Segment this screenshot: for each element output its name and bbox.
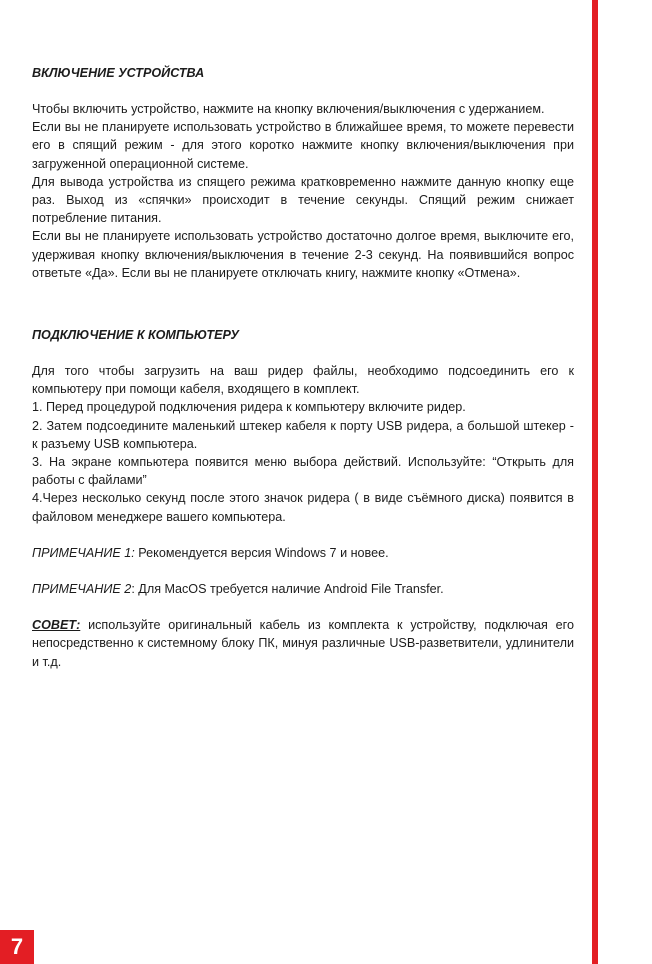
paragraph: Если вы не планируете использовать устройство достаточно долгое время, выключите его, удерживая кнопку включения/выключения в течение 2-3 секунд. На появившийся вопрос ответьте «Да». Если вы не планируете отключать книгу, нажмите кнопку «Отмена».	[32, 229, 574, 280]
tip-label: СОВЕТ:	[32, 618, 81, 633]
note-1	[32, 544, 574, 562]
paragraph: Чтобы включить устройство, нажмите на кнопку включения/выключения с удержанием.	[32, 102, 545, 116]
page-number-badge: 7	[0, 930, 34, 964]
tip-text: используйте оригинальный кабель из комплекта к устройству, подключая его непосредственно к системному блоку ПК, минуя различные USB-разветвители, удлинители и т.д.	[32, 618, 574, 669]
page-content	[32, 64, 574, 671]
paragraph: Для того чтобы загрузить на ваш ридер файлы, необходимо подсоединить его к компьютеру при помощи кабеля, входящего в комплект.	[32, 364, 574, 397]
note-2	[32, 580, 574, 598]
note-2-text: : Для MacOS требуется наличие Android File Transfer.	[131, 582, 444, 597]
section-title-pc-connection: ПОДКЛЮЧЕНИЕ К КОМПЬЮТЕРУ	[32, 328, 239, 343]
tip	[32, 616, 574, 671]
list-item: 2. Затем подсоедините маленький штекер кабеля к порту USB ридера, а большой штекер - к разъему USB компьютера.	[32, 418, 574, 451]
note-1-text: Рекомендуется версия Windows 7 и новее.	[134, 545, 389, 560]
note-2-label: ПРИМЕЧАНИЕ 2	[32, 582, 132, 597]
list-item: 4.Через несколько секунд после этого значок ридера ( в виде съёмного диска) появится в файловом менеджере вашего компьютера.	[32, 491, 574, 524]
list-item: 1. Перед процедурой подключения ридера к компьютеру включите ридер.	[32, 400, 466, 415]
section-title-power-on: ВКЛЮЧЕНИЕ УСТРОЙСТВА	[32, 66, 205, 80]
note-1-label: ПРИМЕЧАНИЕ 1:	[32, 545, 135, 560]
right-edge-stripe	[592, 0, 598, 964]
paragraph: Для вывода устройства из спящего режима кратковременно нажмите данную кнопку еще раз. Выход из «спячки» происходит в течение секунды. Спящий режим снижает потребление питания.	[32, 174, 574, 226]
list-item: 3. На экране компьютера появится меню выбора действий. Используйте: “Открыть для работы с файлами”	[32, 455, 574, 488]
paragraph: Если вы не планируете использовать устройство в ближайшее время, то можете перевести его в спящий режим - для этого коротко нажмите кнопку включения/выключения при загруженной операционной системе.	[32, 120, 574, 171]
